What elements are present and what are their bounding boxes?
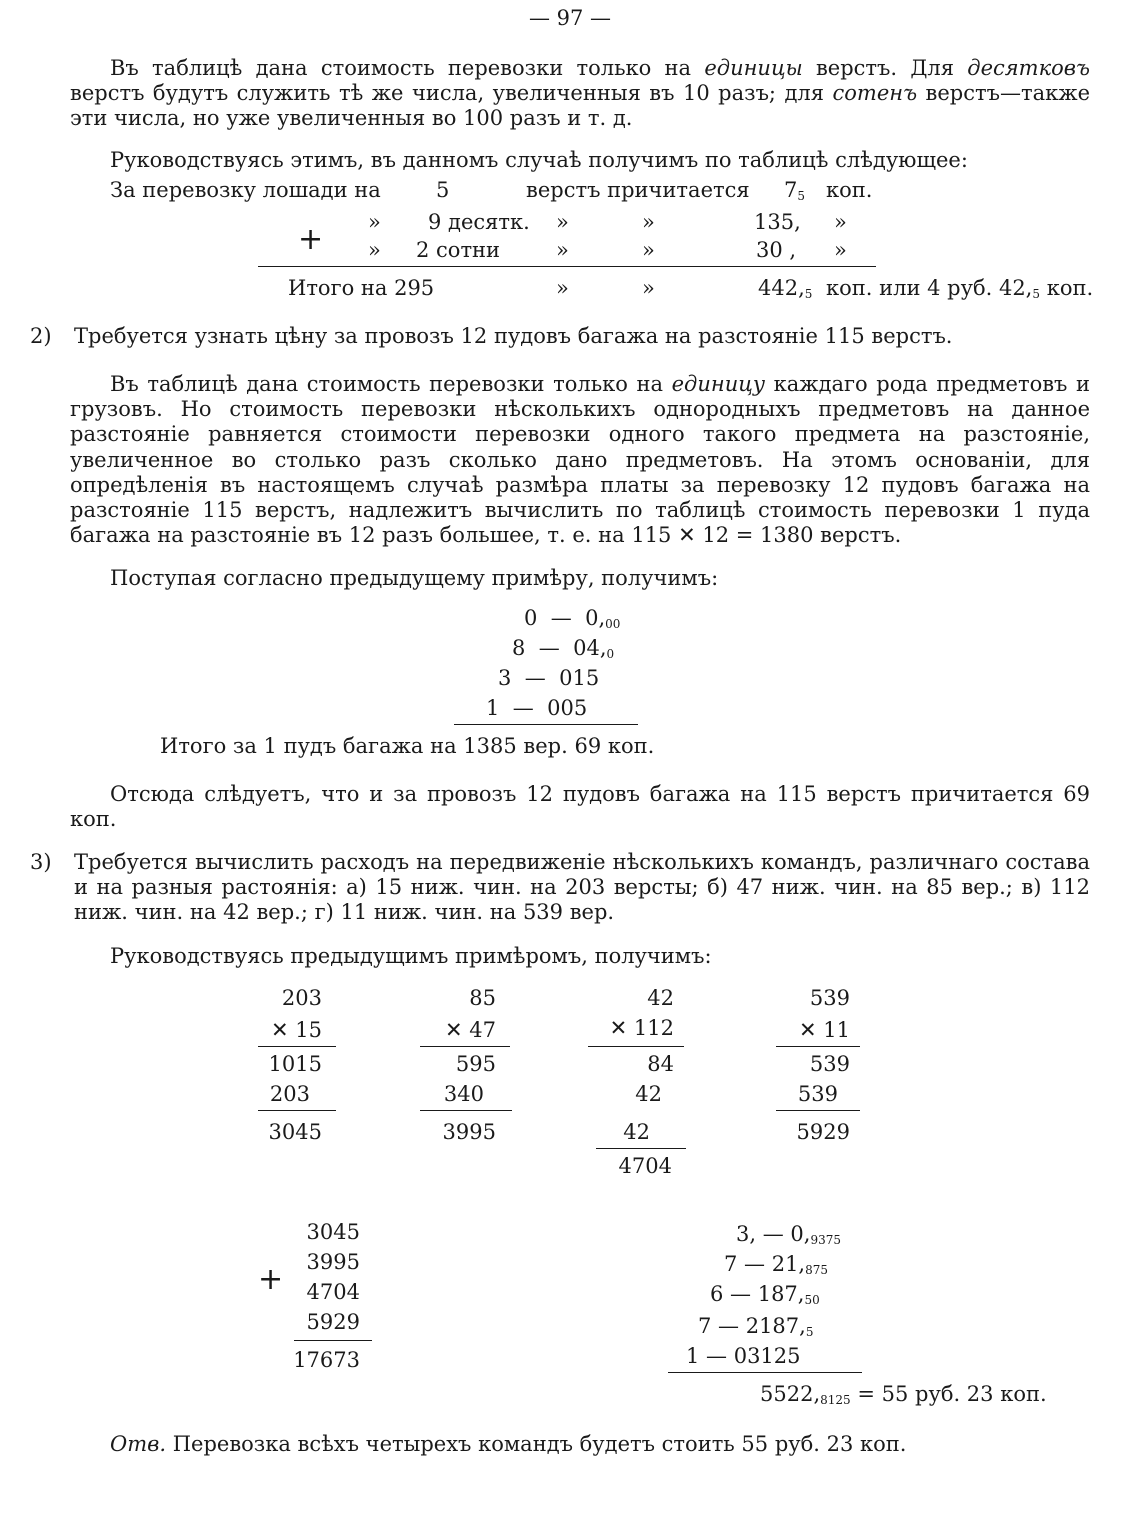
m3-c: 84	[647, 1052, 674, 1076]
calc2-sum-line	[668, 1372, 862, 1373]
m1-line1	[258, 1046, 336, 1047]
row2-value: 9 десятк.	[428, 210, 530, 234]
sum-c: 4704	[306, 1280, 360, 1304]
sum-total: 17673	[293, 1348, 360, 1372]
row1-value: 5	[436, 178, 450, 202]
m4-line1	[776, 1046, 860, 1047]
total-label: Итого на 295	[288, 276, 435, 300]
m3-line2	[596, 1148, 686, 1149]
row3-amount: 30 ,	[756, 238, 797, 262]
row3-ditto-b: »	[556, 238, 569, 262]
item-3-text: Требуется вычислить расходъ на передвиженіе нѣсколькихъ командъ, различнаго состава и на разныя растоянія: а) 15 ниж. чин. на 203 версты; б) 47 ниж. чин. на 85 вер.; в) 112 ниж. чин. на 42 вер.; г) 11 ниж. чин. на 539 вер.	[74, 850, 1090, 925]
paragraph-intro: Въ таблицѣ дана стоимость перевозки только на единицы верстъ. Для десятковъ верстъ будутъ служить тѣ же числа, увеличенныя въ 10 разъ; для сотенъ верстъ—также эти числа, но уже увеличенныя во 100 разъ и т. д.	[70, 56, 1090, 131]
calc2-result: $5522,_{8125} = 55$ руб. 23 коп.	[760, 1382, 1047, 1407]
total-amount: $442,_5$	[758, 276, 813, 301]
row2-amount: 135,	[754, 210, 801, 234]
calc1-line1: 0 — $0,_{00}$	[524, 606, 621, 631]
m1-e: 3045	[268, 1120, 322, 1144]
m1-line2	[258, 1110, 336, 1111]
m3-line1	[588, 1046, 684, 1047]
calc1-line3: 3 — 015	[498, 666, 600, 690]
calc2-line4: 7 — $2187,_5$	[698, 1314, 814, 1339]
calc2-line5: 1 — 03125	[686, 1344, 801, 1368]
m1-d: 203	[269, 1082, 310, 1106]
calc2-line3: 6 — $187,_{50}$	[710, 1282, 820, 1307]
answer-text: Перевозка всѣхъ четырехъ командъ будетъ стоить 55 руб. 23 коп.	[166, 1432, 907, 1456]
total-rubles: коп. или 4 руб. $42,_5$ коп.	[826, 276, 1094, 301]
row3-ditto-c: »	[642, 238, 655, 262]
m2-d: 340	[443, 1082, 484, 1106]
m4-b: ✕ 11	[799, 1018, 850, 1042]
m3-e: 42	[623, 1120, 650, 1144]
m4-e: 5929	[796, 1120, 850, 1144]
row1-unit: коп.	[826, 178, 873, 202]
sum-total-line	[294, 1340, 372, 1341]
m2-line2	[420, 1110, 512, 1111]
m4-line2	[776, 1110, 860, 1111]
calc1-line4: 1 — 005	[486, 696, 588, 720]
calc2-line2: 7 — $21,_{875}$	[724, 1252, 829, 1277]
m2-a: 85	[469, 986, 496, 1010]
row2-ditto-b: »	[556, 210, 569, 234]
paragraph-explanation: Въ таблицѣ дана стоимость перевозки только на единицу каждаго рода предметовъ и грузовъ. Но стоимость перевозки нѣсколькихъ однородныхъ предметовъ на данное разстояніе равняется стоимости перевозки одного такого предмета на разстояніе, увеличенное во столько разъ сколько дано предметовъ. На этомъ основаніи, для опредѣленія въ настоящемъ случаѣ размѣра платы за перевозку 12 пудовъ багажа на разстояніе 115 верстъ, надлежитъ вычислить по таблицѣ стоимость перевозки 1 пуда багажа на разстояніе въ 12 разъ большее, т. е. на 115 ✕ 12 = 1380 верстъ.	[70, 372, 1090, 548]
row2-ditto-d: »	[834, 210, 847, 234]
m2-b: ✕ 47	[445, 1018, 496, 1042]
m1-c: 1015	[268, 1052, 322, 1076]
row1-label: За перевозку лошади на	[110, 178, 381, 202]
row3-ditto-d: »	[834, 238, 847, 262]
m1-b: ✕ 15	[271, 1018, 322, 1042]
m4-d: 539	[797, 1082, 838, 1106]
paragraph-guided: Руководствуясь этимъ, въ данномъ случаѣ получимъ по таблицѣ слѣдующее:	[110, 148, 968, 172]
paragraph-preceding: Руководствуясь предыдущимъ примѣромъ, получимъ:	[110, 944, 712, 968]
m4-c: 539	[809, 1052, 850, 1076]
row3-value: 2 сотни	[416, 238, 501, 262]
m3-b: ✕ 112	[609, 1016, 674, 1040]
answer-line	[110, 1432, 906, 1457]
m3-f: 4704	[618, 1154, 672, 1178]
sum-plus-sign: +	[258, 1262, 284, 1297]
m2-line1	[420, 1046, 510, 1047]
item-number-2: 2)	[30, 324, 52, 348]
row1-text: верстъ причитается	[526, 178, 750, 202]
m2-c: 595	[455, 1052, 496, 1076]
sum-a: 3045	[306, 1220, 360, 1244]
m2-e: 3995	[442, 1120, 496, 1144]
row3-ditto: »	[368, 238, 381, 262]
m4-a: 539	[809, 986, 850, 1010]
page-number: — 97 —	[528, 6, 612, 30]
answer-label: Отв.	[110, 1432, 167, 1456]
plus-sign: +	[298, 222, 324, 257]
calc2-line1: 3, — $0,_{9375}$	[736, 1222, 841, 1247]
m1-a: 203	[281, 986, 322, 1010]
row1-amount: $7_5$	[784, 178, 806, 203]
total-ditto: »	[556, 276, 569, 300]
sum-b: 3995	[306, 1250, 360, 1274]
m3-a: 42	[647, 986, 674, 1010]
calc1-sum-line	[454, 724, 638, 725]
item-2-text: Требуется узнать цѣну за провозъ 12 пудовъ багажа на разстояніе 115 верстъ.	[74, 324, 953, 348]
paragraph-following: Поступая согласно предыдущему примѣру, получимъ:	[110, 566, 719, 590]
total-per-pood: Итого за 1 пудъ багажа на 1385 вер. 69 коп.	[160, 734, 655, 758]
item-number-3: 3)	[30, 850, 52, 874]
sum-d: 5929	[306, 1310, 360, 1334]
total-ditto-b: »	[642, 276, 655, 300]
m3-d: 42	[635, 1082, 662, 1106]
row2-ditto: »	[368, 210, 381, 234]
row2-ditto-c: »	[642, 210, 655, 234]
calc1-line2: 8 — $04,_0$	[512, 636, 615, 661]
paragraph-conclusion: Отсюда слѣдуетъ, что и за провозъ 12 пудовъ багажа на 115 верстъ причитается 69 коп.	[70, 782, 1090, 832]
sum-line	[258, 266, 876, 267]
